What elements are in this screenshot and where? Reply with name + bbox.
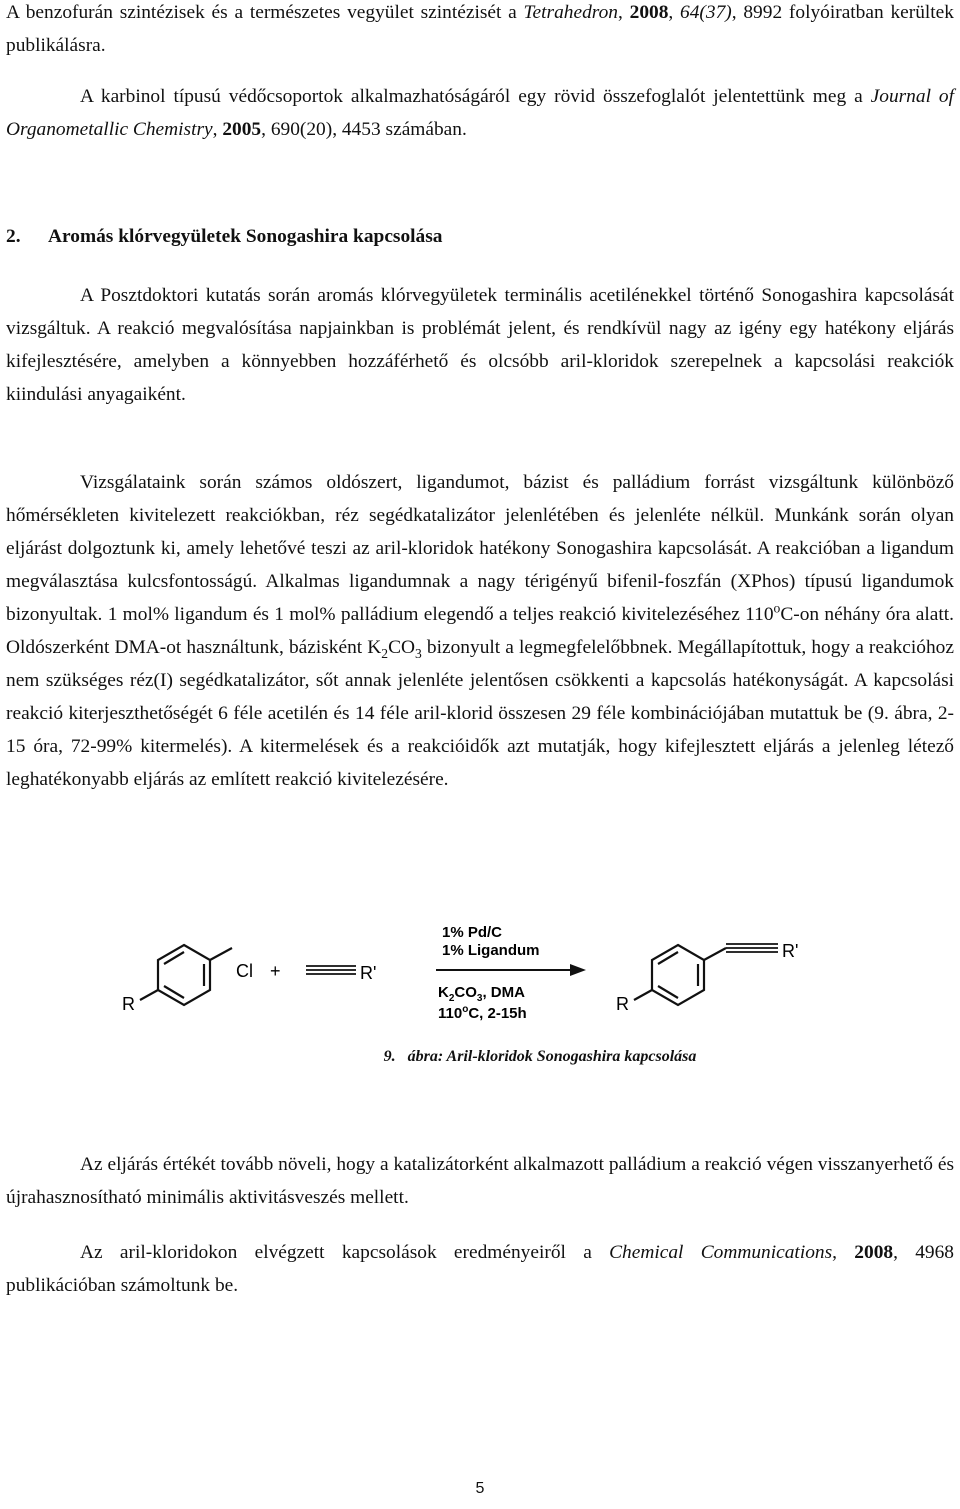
bond-to-r xyxy=(634,990,652,1000)
text-run: K xyxy=(438,984,449,1001)
page-number: 5 xyxy=(475,1480,485,1497)
text-run: Az aril-kloridokon elvégzett kapcsolások eredményeiről a xyxy=(80,1242,610,1263)
text-run: C-on néhány óra alatt. Oldószerként DMA-ot használtunk, bázisként K xyxy=(6,604,954,658)
chlorine-label: Cl xyxy=(236,961,253,981)
paragraph-postdoc: A Posztdoktori kutatás során aromás klórvegyületek terminális acetilénekkel történő Sonogashira kapcsolását vizsgáltuk. A reakció megvalósítása napjainkban is problémát jelent, és rendkívül nagy az igény egy hatékony eljárás kifejlesztésére, amelyben a könnyebben hozzáférhető és olcsóbb aril-kloridok szerepelnek a kapcsolási reakciók kiindulási anyagaiként. xyxy=(6,285,954,405)
superscript: o xyxy=(462,1004,469,1015)
text-run: , xyxy=(668,2,681,23)
publication-year: 2008 xyxy=(629,2,669,23)
bond-to-r xyxy=(140,990,158,1000)
publication-year: 2008 xyxy=(854,1242,894,1263)
condition-ligand: 1% Ligandum xyxy=(442,942,540,959)
r-prime-right: R' xyxy=(782,941,799,961)
subscript: 3 xyxy=(415,645,422,661)
bond-to-alkyne xyxy=(704,948,726,960)
text-run: 110 xyxy=(438,1005,463,1022)
text-run: , xyxy=(212,119,223,140)
degree-superscript: o xyxy=(773,600,781,616)
condition-base xyxy=(438,984,525,1004)
text-run: A karbinol típusú védőcsoportok alkalmazhatóságáról egy rövid összefoglalót jelentettünk meg a xyxy=(80,86,871,107)
paragraph-carbinol xyxy=(6,80,954,146)
text-run: C, 2-15h xyxy=(468,1005,527,1022)
arrow-head xyxy=(570,964,586,976)
paragraph-investigations xyxy=(6,466,954,796)
section-title: Aromás klórvegyületek Sonogashira kapcsolása xyxy=(48,226,443,247)
text-run: , xyxy=(832,1242,855,1263)
section-number: 2. xyxy=(6,226,21,247)
bond-to-cl xyxy=(210,948,232,960)
plus-sign: + xyxy=(270,961,281,981)
figure-caption-text: ábra: Aril-kloridok Sonogashira kapcsolása xyxy=(407,1048,697,1065)
condition-temperature xyxy=(438,1004,527,1022)
publication-year: 2005 xyxy=(222,119,262,140)
paragraph-publication xyxy=(6,1236,954,1302)
paragraph-catalyst-recovery: Az eljárás értékét tovább növeli, hogy a katalizátorként alkalmazott palládium a reakció végen visszanyerhető és újrahasznosítható minimális aktivitásveszés mellett. xyxy=(6,1154,954,1208)
figure-number: 9. xyxy=(383,1048,396,1065)
figure-caption xyxy=(0,1048,960,1066)
benzene-ring-right xyxy=(652,945,704,1005)
text-run: , 4968 publikációban számoltunk be. xyxy=(6,1242,954,1296)
aryl-chloride-structure xyxy=(140,945,232,1005)
subscript: 2 xyxy=(448,993,455,1004)
benzene-ring-left xyxy=(158,945,210,1005)
text-run: CO xyxy=(388,637,416,658)
journal-name: Chemical Communications xyxy=(609,1242,833,1263)
product-structure xyxy=(634,945,726,1005)
journal-issue: 64(37) xyxy=(680,2,732,23)
journal-name: Journal of Organometallic Chemistry xyxy=(6,86,954,140)
text-run: , 690(20), 4453 számában. xyxy=(261,119,467,140)
paragraph-benzofuran xyxy=(6,0,954,62)
section-heading xyxy=(6,226,443,248)
journal-name: Tetrahedron xyxy=(523,2,618,23)
subscript: 3 xyxy=(476,993,483,1004)
text-run: , DMA xyxy=(482,984,525,1001)
text-run: , 8992 folyóiratban kerültek publikálásra. xyxy=(6,2,954,56)
text-run: Vizsgálataink során számos oldószert, ligandumot, bázist és palládium forrást vizsgáltunk különböző hőmérsékleten kivitelezett reakciókban, réz segédkatalizátor jelenlétében és jelenléte nélkül. Munkánk során olyan eljárást dolgoztunk ki, amely lehetővé teszi az aril-kloridok hatékony Sonogashira kapcsolását. A reakcióban a ligandum megválasztása kulcsfontosságú. Alkalmas ligandumnak a nagy térigényű bifenil-foszfán (XPhos) típusú ligandumok bizonyultak. 1 mol% ligandum és 1 mol% palládium elegendő a teljes reakció kivitelezéséhez 110 xyxy=(6,472,954,625)
condition-catalyst: 1% Pd/C xyxy=(442,924,503,941)
product-triple-bond xyxy=(726,944,778,952)
r-substituent-right: R xyxy=(616,994,629,1014)
alkyne-structure xyxy=(306,966,356,974)
r-prime-left: R' xyxy=(360,963,377,983)
text-run: bizonyult a legmegfelelőbbnek. Megállapítottuk, hogy a reakcióhoz nem szükséges réz(I) segédkatalizátor, sőt annak jelenléte jelentősen csökkenti a kapcsolás hatékonyságát. A kapcsolási reakció kiterjeszthetőségét 6 féle acetilén és 14 féle aril-klorid összesen 29 féle kombinációjában mutattuk be (9. ábra, 2-15 óra, 72-99% kitermelés). A kitermelések és a reakcióidők azt mutatják, hogy kifejlesztett eljárás a jelenleg létező leghatékonyabb eljárás az említett reakció kivitelezésére. xyxy=(6,637,954,790)
text-run: CO xyxy=(454,984,477,1001)
text-run: A benzofurán szintézisek és a természetes vegyület szintézisét a xyxy=(6,2,524,23)
reaction-scheme xyxy=(0,915,960,1035)
text-run: , xyxy=(618,2,630,23)
r-substituent-left: R xyxy=(122,994,135,1014)
subscript: 2 xyxy=(381,645,389,661)
